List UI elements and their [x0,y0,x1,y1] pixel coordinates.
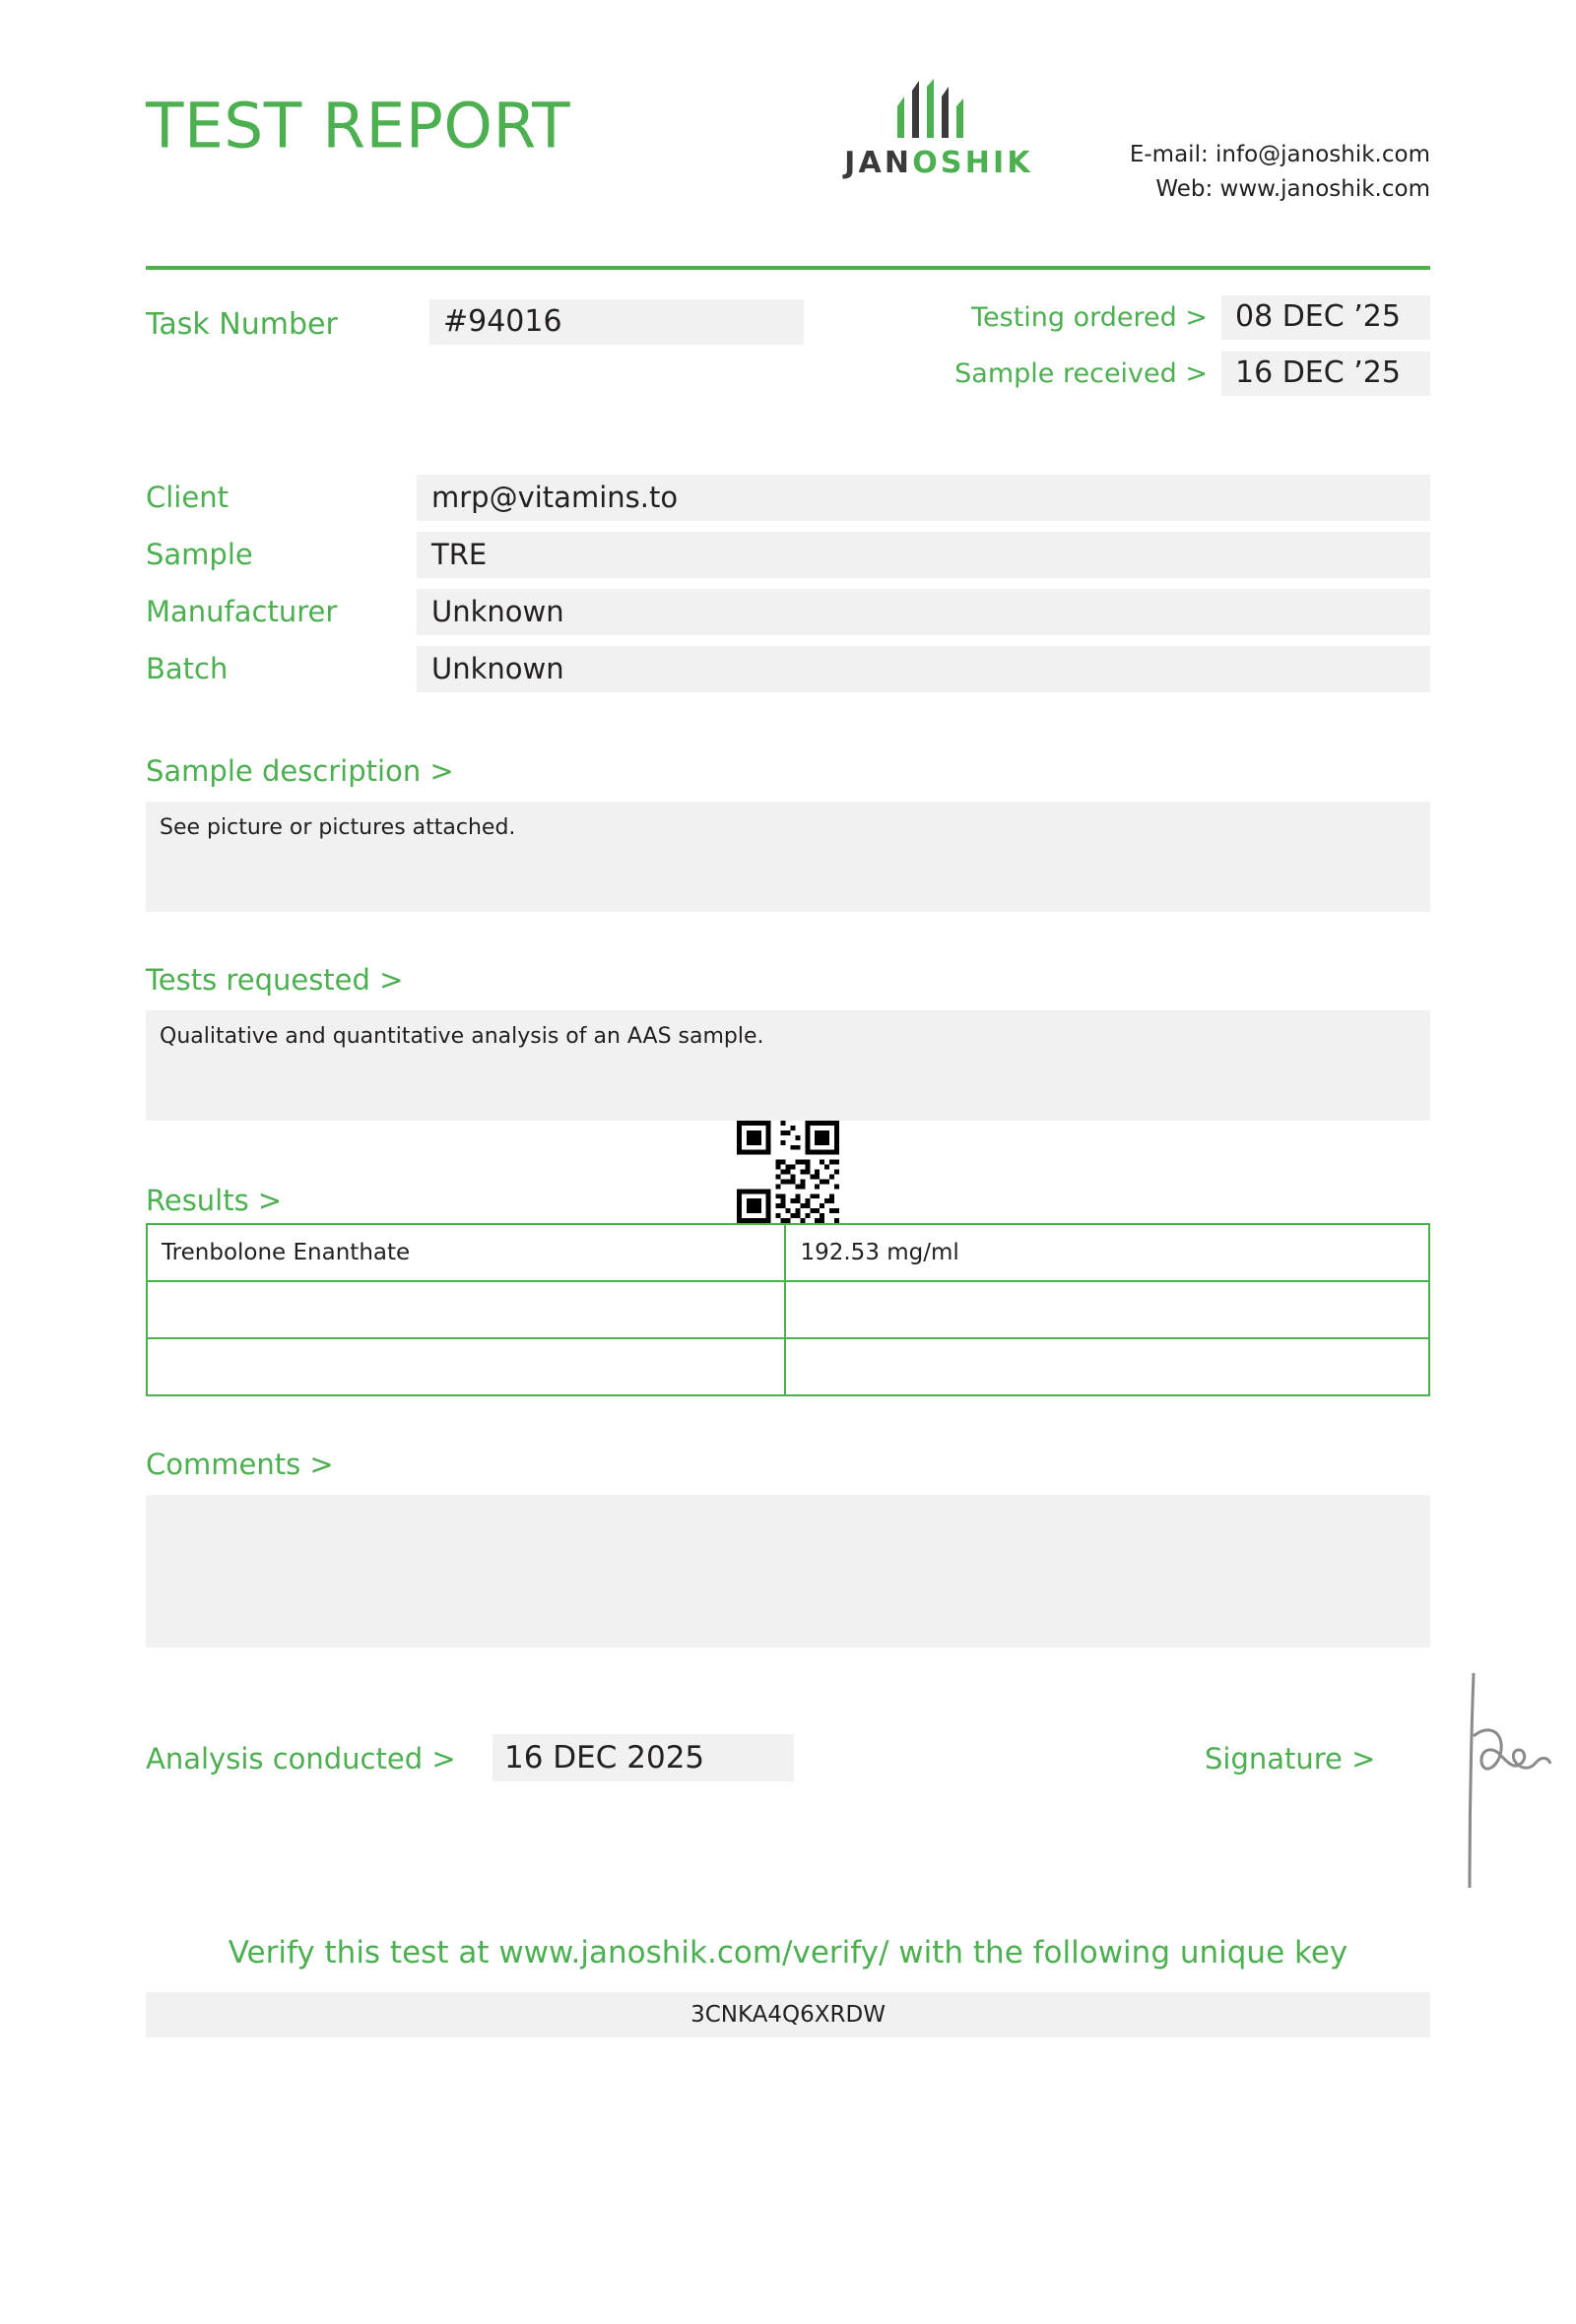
sample-description-box [146,802,1430,912]
testing-ordered-label: Testing ordered > [971,302,1208,333]
analysis-conducted-date: 16 DEC 2025 [492,1734,794,1781]
analysis-conducted-label: Analysis conducted > [146,1742,456,1775]
tests-requested-text: Qualitative and quantitative analysis of an AAS sample. [160,1024,764,1049]
sample-description-title: Sample description > [146,754,454,788]
sample-label: Sample [146,538,253,571]
mountain-logo-icon [880,77,998,140]
tests-requested-box [146,1010,1430,1121]
logo-wordmark [825,146,1052,180]
sample-received-label: Sample received > [954,358,1208,389]
signature-icon [1426,1667,1576,1894]
logo-word-oshik: OSHIK [912,146,1033,180]
batch-value: Unknown [417,646,1430,692]
info-row [146,475,1430,532]
contact-email: E-mail: info@janoshik.com [1129,142,1430,167]
client-value: mrp@vitamins.to [417,475,1430,521]
manufacturer-value: Unknown [417,589,1430,635]
result-amount [785,1338,1429,1395]
client-label: Client [146,481,229,514]
result-substance [147,1338,785,1395]
report-header [146,0,1430,202]
manufacturer-label: Manufacturer [146,595,338,628]
batch-label: Batch [146,652,229,685]
testing-ordered-value: 08 DEC ’25 [1221,295,1430,340]
task-number-label: Task Number [146,307,338,342]
sample-description-text: See picture or pictures attached. [160,815,516,840]
logo-word-jan: JAN [844,146,913,180]
comments-title: Comments > [146,1448,334,1481]
contact-web: Web: www.janoshik.com [1155,175,1430,202]
qr-code-icon [737,1121,839,1223]
info-row [146,532,1430,589]
unique-key: 3CNKA4Q6XRDW [146,1992,1430,2037]
sample-value: TRE [417,532,1430,578]
result-substance [147,1281,785,1338]
page-title: TEST REPORT [146,90,571,162]
dates-block [879,295,1430,408]
table-row [147,1281,1429,1338]
sample-received-value: 16 DEC ’25 [1221,352,1430,396]
contact-info [1130,138,1430,206]
table-row [147,1224,1429,1281]
verify-text: Verify this test at www.janoshik.com/verify/ with the following unique key [228,1935,1348,1970]
sample-received-row [879,352,1430,396]
result-substance: Trenbolone Enanthate [147,1224,785,1281]
analysis-row [146,1732,1430,1860]
header-divider [146,266,1430,270]
info-row [146,589,1430,646]
result-amount: 192.53 mg/ml [785,1224,1429,1281]
signature-label: Signature > [1205,1742,1376,1775]
task-row [146,299,1430,408]
results-table [146,1223,1430,1396]
comments-box [146,1495,1430,1647]
janoshik-logo [825,77,1052,180]
testing-ordered-row [879,295,1430,340]
table-row [147,1338,1429,1395]
results-title: Results > [146,1184,283,1217]
info-row [146,646,1430,703]
results-header [146,1160,1430,1223]
info-block [146,475,1430,703]
tests-requested-title: Tests requested > [146,963,404,997]
task-number-value: #94016 [429,299,804,345]
result-amount [785,1281,1429,1338]
